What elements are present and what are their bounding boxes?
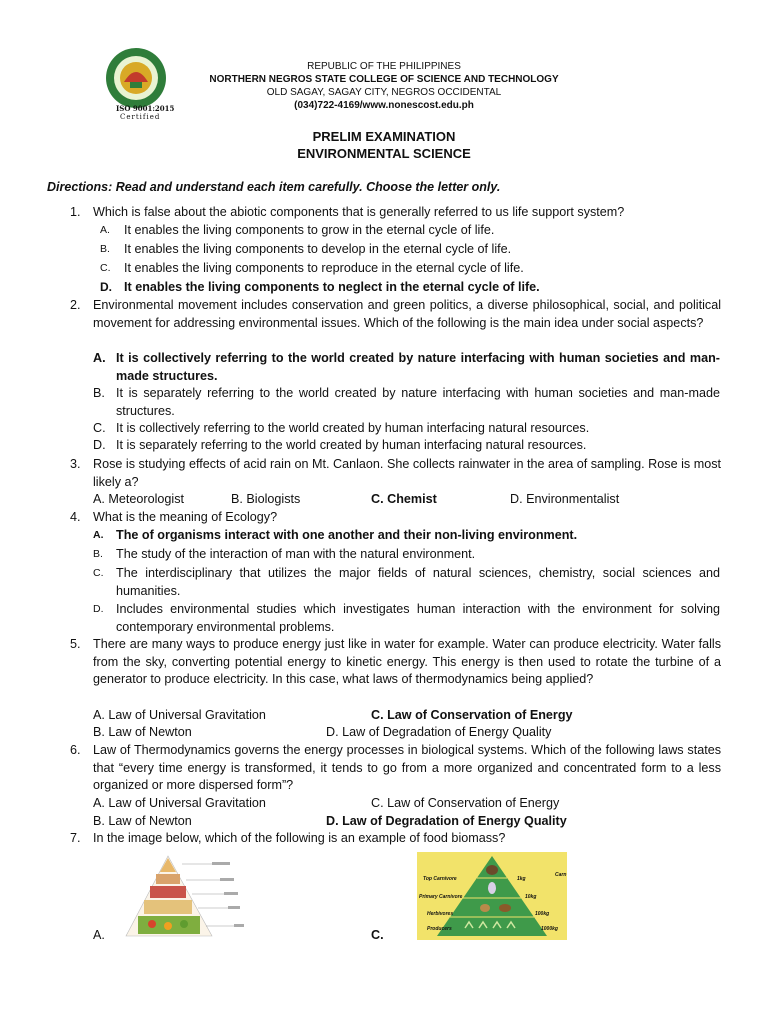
question-number: 1. bbox=[70, 205, 81, 219]
q7-option-c-label: C. bbox=[371, 928, 384, 942]
q6-option-d: D. Law of Degradation of Energy Quality bbox=[326, 814, 567, 828]
q7-option-a-label: A. bbox=[93, 928, 105, 942]
q5-option-a: A. Law of Universal Gravitation bbox=[93, 708, 266, 722]
q3-option-c: C. Chemist bbox=[371, 492, 437, 506]
q6-option-a: A. Law of Universal Gravitation bbox=[93, 796, 266, 810]
label-1kg: 1kg bbox=[517, 876, 526, 882]
q3-option-a: A. Meteorologist bbox=[93, 492, 184, 506]
question-number: 6. bbox=[70, 743, 81, 757]
question-text: There are many ways to produce energy just like in water for example. Water can produce electricity. Water falls from the sky, converting potential energy to kinetic energy. This energy is then used to rotate the turbine of a generator to produce electricity. In this case, what laws of thermodynamics being applied? bbox=[93, 637, 721, 687]
question-text: Law of Thermodynamics governs the energy processes in biological systems. Which of the following laws states that “every time energy is transformed, it tends to go from a more organized and concentrated form to a less organized or more dispersed form”? bbox=[93, 743, 721, 793]
header-line-4: (034)722-4169/www.nonescost.edu.ph bbox=[294, 100, 474, 111]
label-producers: Producers bbox=[427, 926, 452, 932]
header-line-3: OLD SAGAY, SAGAY CITY, NEGROS OCCIDENTAL bbox=[266, 87, 502, 98]
q6-option-b: B. Law of Newton bbox=[93, 814, 192, 828]
exam-title: PRELIM EXAMINATION bbox=[312, 129, 456, 144]
label-top-carnivore: Top Carnivore bbox=[423, 876, 457, 882]
question-number: 3. bbox=[70, 457, 81, 471]
question-text: In the image below, which of the following is an example of food biomass? bbox=[93, 831, 506, 845]
q5-option-d: D. Law of Degradation of Energy Quality bbox=[326, 725, 552, 739]
question-number: 4. bbox=[70, 510, 81, 524]
question-number: 7. bbox=[70, 831, 81, 845]
label-10kg: 10kg bbox=[525, 894, 537, 900]
header-line-1: REPUBLIC OF THE PHILIPPINES bbox=[307, 61, 461, 72]
label-100kg: 100kg bbox=[535, 911, 550, 917]
question-text: What is the meaning of Ecology? bbox=[93, 510, 278, 524]
food-pyramid-image bbox=[116, 852, 246, 940]
question-text: Environmental movement includes conservation and green politics, a diverse philosophical, social, and political movement for addressing environmental issues. Which of the following is the main idea under social aspects? bbox=[93, 298, 721, 330]
header-line-2: NORTHERN NEGROS STATE COLLEGE OF SCIENCE AND TECHNOLOGY bbox=[209, 74, 559, 85]
question-text: Rose is studying effects of acid rain on Mt. Canlaon. She collects rainwater in the area of sampling. Rose is most likely a? bbox=[93, 457, 721, 489]
energy-pyramid-image bbox=[417, 852, 567, 940]
label-herbivores: Herbivores bbox=[427, 911, 454, 917]
certified-text: Certified bbox=[120, 113, 161, 121]
question-text: Which is false about the abiotic components that is generally referred to us life support system? bbox=[93, 205, 625, 219]
label-carn-edge: Carn bbox=[555, 872, 567, 878]
q6-option-c: C. Law of Conservation of Energy bbox=[371, 796, 560, 810]
subject-title: ENVIRONMENTAL SCIENCE bbox=[297, 146, 471, 161]
label-1000kg: 1000kg bbox=[541, 926, 558, 932]
iso-text: ISO 9001:2015 bbox=[116, 104, 175, 113]
q5-option-c: C. Law of Conservation of Energy bbox=[371, 708, 573, 722]
question-number: 5. bbox=[70, 637, 81, 651]
q3-option-b: B. Biologists bbox=[231, 492, 301, 506]
question-number: 2. bbox=[70, 298, 81, 312]
label-primary-carnivore: Primary Carnivore bbox=[419, 894, 463, 900]
q3-option-d: D. Environmentalist bbox=[510, 492, 620, 506]
q5-option-b: B. Law of Newton bbox=[93, 725, 192, 739]
directions: Directions: Read and understand each item carefully. Choose the letter only. bbox=[47, 180, 501, 194]
